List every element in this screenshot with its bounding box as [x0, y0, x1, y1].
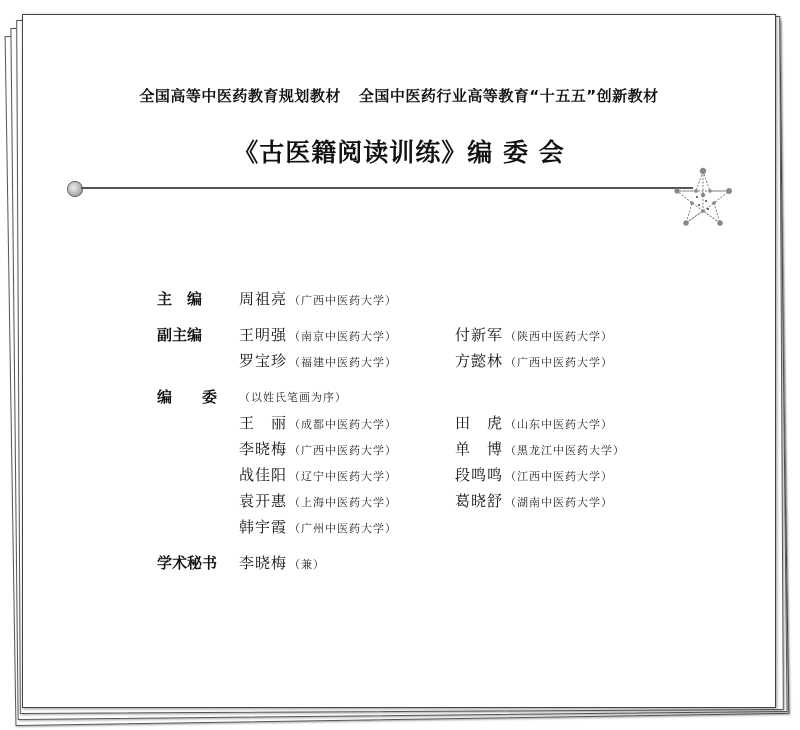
- member-name: 袁开惠: [239, 491, 288, 510]
- rule-knob-icon: [67, 181, 83, 197]
- member-affiliation: （广西中医药大学）: [289, 443, 398, 457]
- member-affiliation: （黑龙江中医药大学）: [505, 443, 626, 457]
- member-name: 战佳阳: [239, 465, 288, 484]
- member-name: 韩宇霞: [239, 517, 288, 536]
- member-name: 葛晓舒: [455, 491, 504, 510]
- member-affiliation: （江西中医药大学）: [505, 469, 614, 483]
- series-title-1: 全国高等中医药教育规划教材: [139, 87, 341, 105]
- member-affiliation: （辽宁中医药大学）: [289, 469, 398, 483]
- role-editorial-board: 编 委: [157, 387, 218, 406]
- board-row-1: [157, 409, 685, 435]
- role-secretary: 学术秘书: [157, 553, 218, 572]
- board-row-3: [157, 461, 685, 487]
- role-associate-editors: 副主编: [157, 325, 203, 344]
- associate-editors-row-1: [157, 321, 685, 347]
- member-name: 单 博: [455, 439, 504, 458]
- member-name: 李晓梅: [239, 439, 288, 458]
- board-order-note: （以姓氏笔画为序）: [239, 391, 347, 404]
- secretary-row: [157, 549, 685, 575]
- member-name: 田 虎: [455, 413, 504, 432]
- chief-editor-row: [157, 285, 685, 311]
- page-title: 《古医籍阅读训练》编 委 会: [233, 138, 565, 167]
- series-title-2: 全国中医药行业高等教育“十五五”创新教材: [358, 87, 659, 105]
- editorial-committee-list: [157, 285, 685, 575]
- member-affiliation: （福建中医药大学）: [289, 355, 398, 369]
- member-affiliation: （湖南中医药大学）: [505, 495, 614, 509]
- member-name: 李晓梅: [239, 553, 288, 572]
- series-header: [23, 85, 775, 106]
- member-affiliation: （山东中医药大学）: [505, 417, 614, 431]
- front-page: [22, 14, 776, 708]
- member-affiliation: （兼）: [289, 557, 326, 571]
- member-affiliation: （广西中医药大学）: [505, 355, 614, 369]
- member-affiliation: （成都中医药大学）: [289, 417, 398, 431]
- editorial-board-heading-row: [157, 383, 685, 409]
- board-row-4: [157, 487, 685, 513]
- member-name: 段鸣鸣: [455, 465, 504, 484]
- member-name: 王 丽: [239, 413, 288, 432]
- member-name: 王明强: [239, 325, 288, 344]
- star-ornament-icon: [673, 165, 733, 227]
- member-name: 罗宝珍: [239, 351, 288, 370]
- associate-editors-row-2: [157, 347, 685, 373]
- member-affiliation: （南京中医药大学）: [289, 329, 398, 343]
- member-affiliation: （广西中医药大学）: [289, 293, 398, 307]
- board-row-5: [157, 513, 685, 539]
- member-affiliation: （上海中医药大学）: [289, 495, 398, 509]
- member-affiliation: （陕西中医药大学）: [505, 329, 614, 343]
- member-name: 方懿林: [455, 351, 504, 370]
- member-affiliation: （广州中医药大学）: [289, 521, 398, 535]
- board-row-2: [157, 435, 685, 461]
- role-chief-editor: 主 编: [157, 289, 203, 308]
- member-name: 周祖亮: [239, 289, 288, 308]
- header-rule: [81, 187, 693, 189]
- member-name: 付新军: [455, 325, 504, 344]
